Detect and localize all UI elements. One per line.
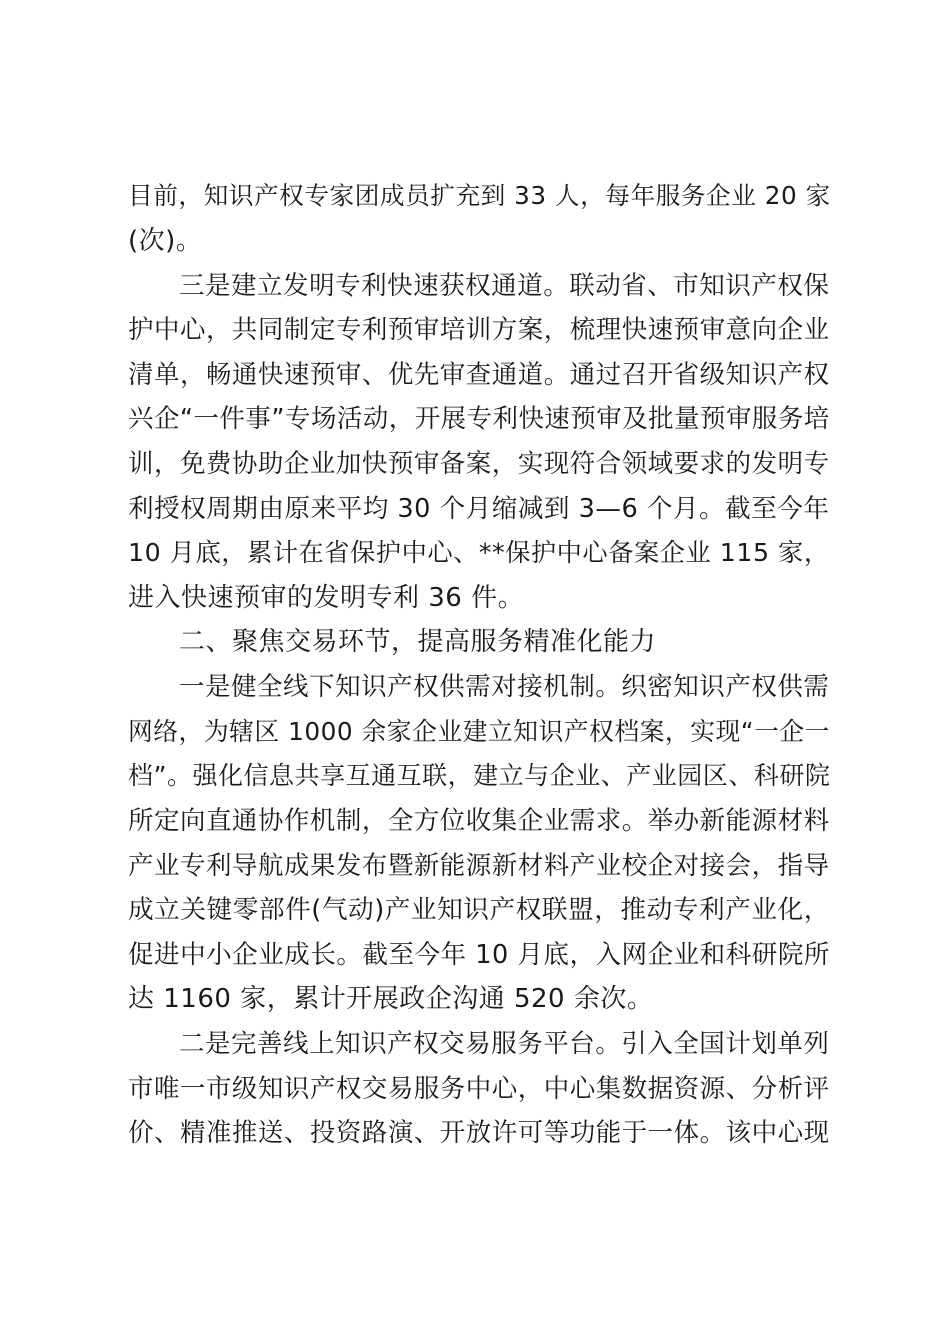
text-line: 10 月底，累计在省保护中心、**保护中心备案企业 115 家， — [128, 538, 830, 567]
text-line: 所定向直通协作机制，全方位收集企业需求。举办新能源材料 — [128, 806, 830, 836]
text-line: 成立关键零部件(气动)产业知识产权联盟，推动专利产业化， — [128, 895, 830, 925]
text-line: 产业专利导航成果发布暨新能源新材料产业校企对接会，指导 — [128, 851, 830, 881]
text-line: 利授权周期由原来平均 30 个月缩减到 3—6 个月。截至今年 — [128, 494, 830, 524]
text-line: 兴企“一件事”专场活动，开展专利快速预审及批量预审服务培 — [128, 404, 830, 434]
text-line: 达 1160 家，累计开展政企沟通 520 余次。 — [128, 984, 654, 1014]
section-heading: 二、聚焦交易环节，提高服务精准化能力 — [179, 627, 657, 657]
paragraph-first-line: 二是完善线上知识产权交易服务平台。引入全国计划单列 — [179, 1029, 830, 1059]
paragraph-first-line: 一是健全线下知识产权供需对接机制。织密知识产权供需 — [179, 672, 830, 702]
text-line: 市唯一市级知识产权交易服务中心，中心集数据资源、分析评 — [128, 1074, 830, 1104]
text-line: 训，免费协助企业加快预审备案，实现符合领域要求的发明专 — [128, 449, 830, 479]
text-line: 目前，知识产权专家团成员扩充到 33 人，每年服务企业 20 家 — [128, 181, 831, 210]
text-line: 清单，畅通快速预审、优先审查通道。通过召开省级知识产权 — [128, 360, 830, 390]
text-line: 促进中小企业成长。截至今年 10 月底，入网企业和科研院所 — [128, 940, 830, 970]
text-line: 档”。强化信息共享互通互联，建立与企业、产业园区、科研院 — [128, 761, 831, 790]
text-line: 进入快速预审的发明专利 36 件。 — [128, 583, 525, 613]
text-line: 护中心，共同制定专利预审培训方案，梳理快速预审意向企业 — [128, 315, 830, 345]
text-line: (次)。 — [128, 226, 203, 256]
text-line: 网络，为辖区 1000 余家企业建立知识产权档案，实现“一企一 — [128, 717, 830, 746]
text-line: 价、精准推送、投资路演、开放许可等功能于一体。该中心现 — [128, 1118, 830, 1148]
paragraph-first-line: 三是建立发明专利快速获权通道。联动省、市知识产权保 — [179, 271, 830, 301]
